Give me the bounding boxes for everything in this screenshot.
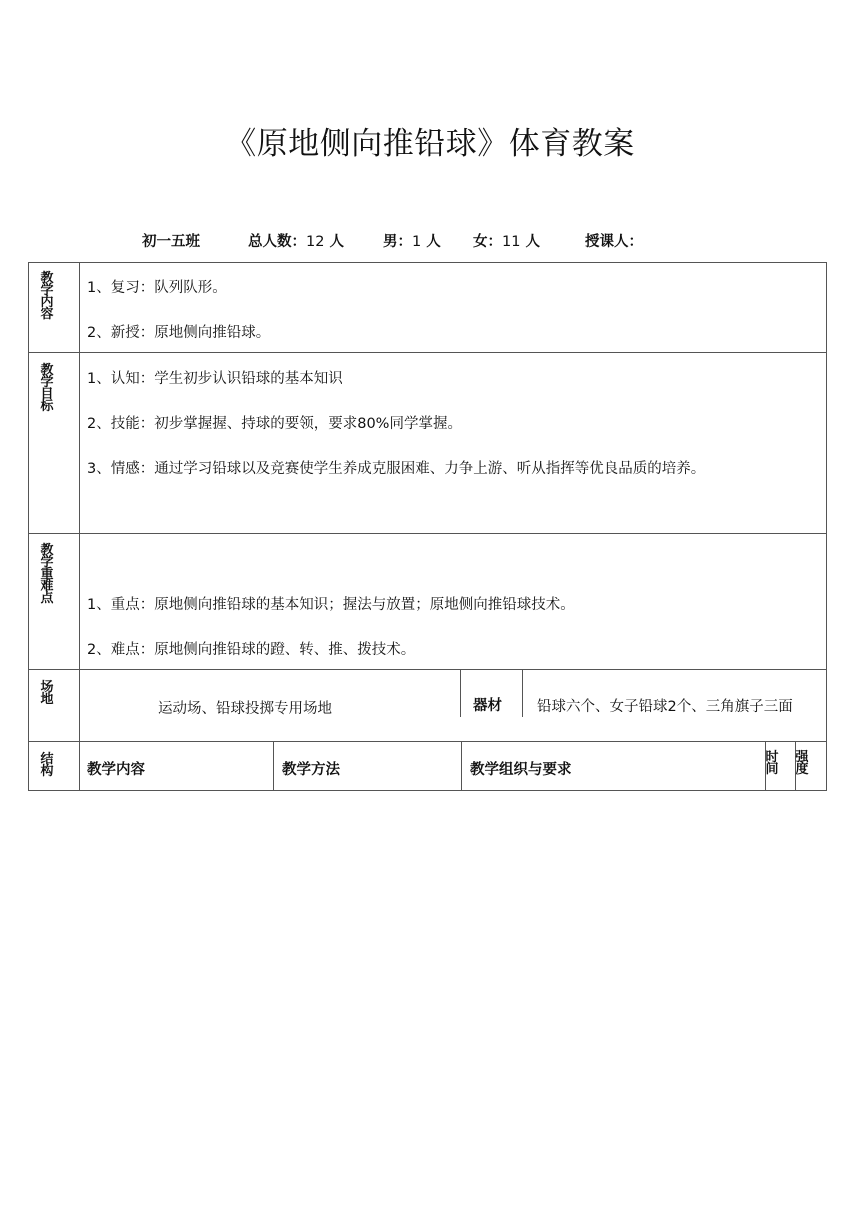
header-time-clip — [766, 748, 795, 784]
label-column-divider — [79, 262, 80, 791]
equipment-label-clip — [470, 690, 520, 714]
header-method: 教学方法 — [282, 762, 340, 778]
row-divider — [28, 741, 827, 742]
teacher-label: 授课人： — [585, 234, 643, 250]
male-count: 男：1 人 — [383, 234, 441, 250]
header-divider — [461, 741, 462, 791]
section-label-key-points: 教学重难点 — [40, 543, 54, 606]
venue-value: 运动场、铅球投掷专用场地 — [158, 701, 332, 717]
content-item: 1、复习：队列队形。 — [87, 280, 227, 296]
total-count: 总人数：12 人 — [248, 234, 345, 250]
row-divider — [28, 352, 827, 353]
table-border-top — [28, 262, 827, 263]
header-divider — [273, 741, 274, 791]
table-border-left — [28, 262, 29, 791]
header-intensity-clip — [796, 748, 826, 784]
header-content: 教学内容 — [87, 762, 145, 778]
table-border-bottom — [28, 790, 827, 791]
equipment-divider — [522, 669, 523, 717]
venue-divider — [460, 669, 461, 717]
content-item: 2、新授：原地侧向推铅球。 — [87, 325, 271, 341]
goal-item: 1、认知：学生初步认识铅球的基本知识 — [87, 371, 343, 387]
header-time: 时间 — [765, 750, 779, 777]
header-structure: 结构 — [40, 752, 54, 779]
class-name: 初一五班 — [142, 234, 200, 250]
table-border-right — [826, 262, 827, 791]
key-point-item: 1、重点：原地侧向推铅球的基本知识；握法与放置；原地侧向推铅球技术。 — [87, 597, 575, 613]
header-intensity: 强度 — [795, 750, 809, 777]
key-point-item: 2、难点：原地侧向推铅球的蹬、转、推、拨技术。 — [87, 642, 416, 658]
section-label-content: 教学内容 — [40, 271, 54, 322]
header-organization: 教学组织与要求 — [470, 762, 572, 778]
equipment-value: 铅球六个、女子铅球2个、三角旗子三面 — [537, 699, 793, 715]
section-label-venue: 场地 — [40, 680, 54, 707]
row-divider — [28, 669, 827, 670]
female-count: 女：11 人 — [473, 234, 541, 250]
page-title: 《原地侧向推铅球》体育教案 — [225, 126, 635, 162]
row-divider — [28, 533, 827, 534]
equipment-label: 器材 — [473, 698, 502, 714]
goal-item: 2、技能：初步掌握握、持球的要领，要求80%同学掌握。 — [87, 416, 462, 432]
equipment-value-clip — [534, 690, 819, 715]
section-label-goals: 教学目标 — [40, 363, 54, 414]
goal-item: 3、情感：通过学习铅球以及竞赛使学生养成克服困难、力争上游、听从指挥等优良品质的培养。 — [87, 461, 706, 477]
